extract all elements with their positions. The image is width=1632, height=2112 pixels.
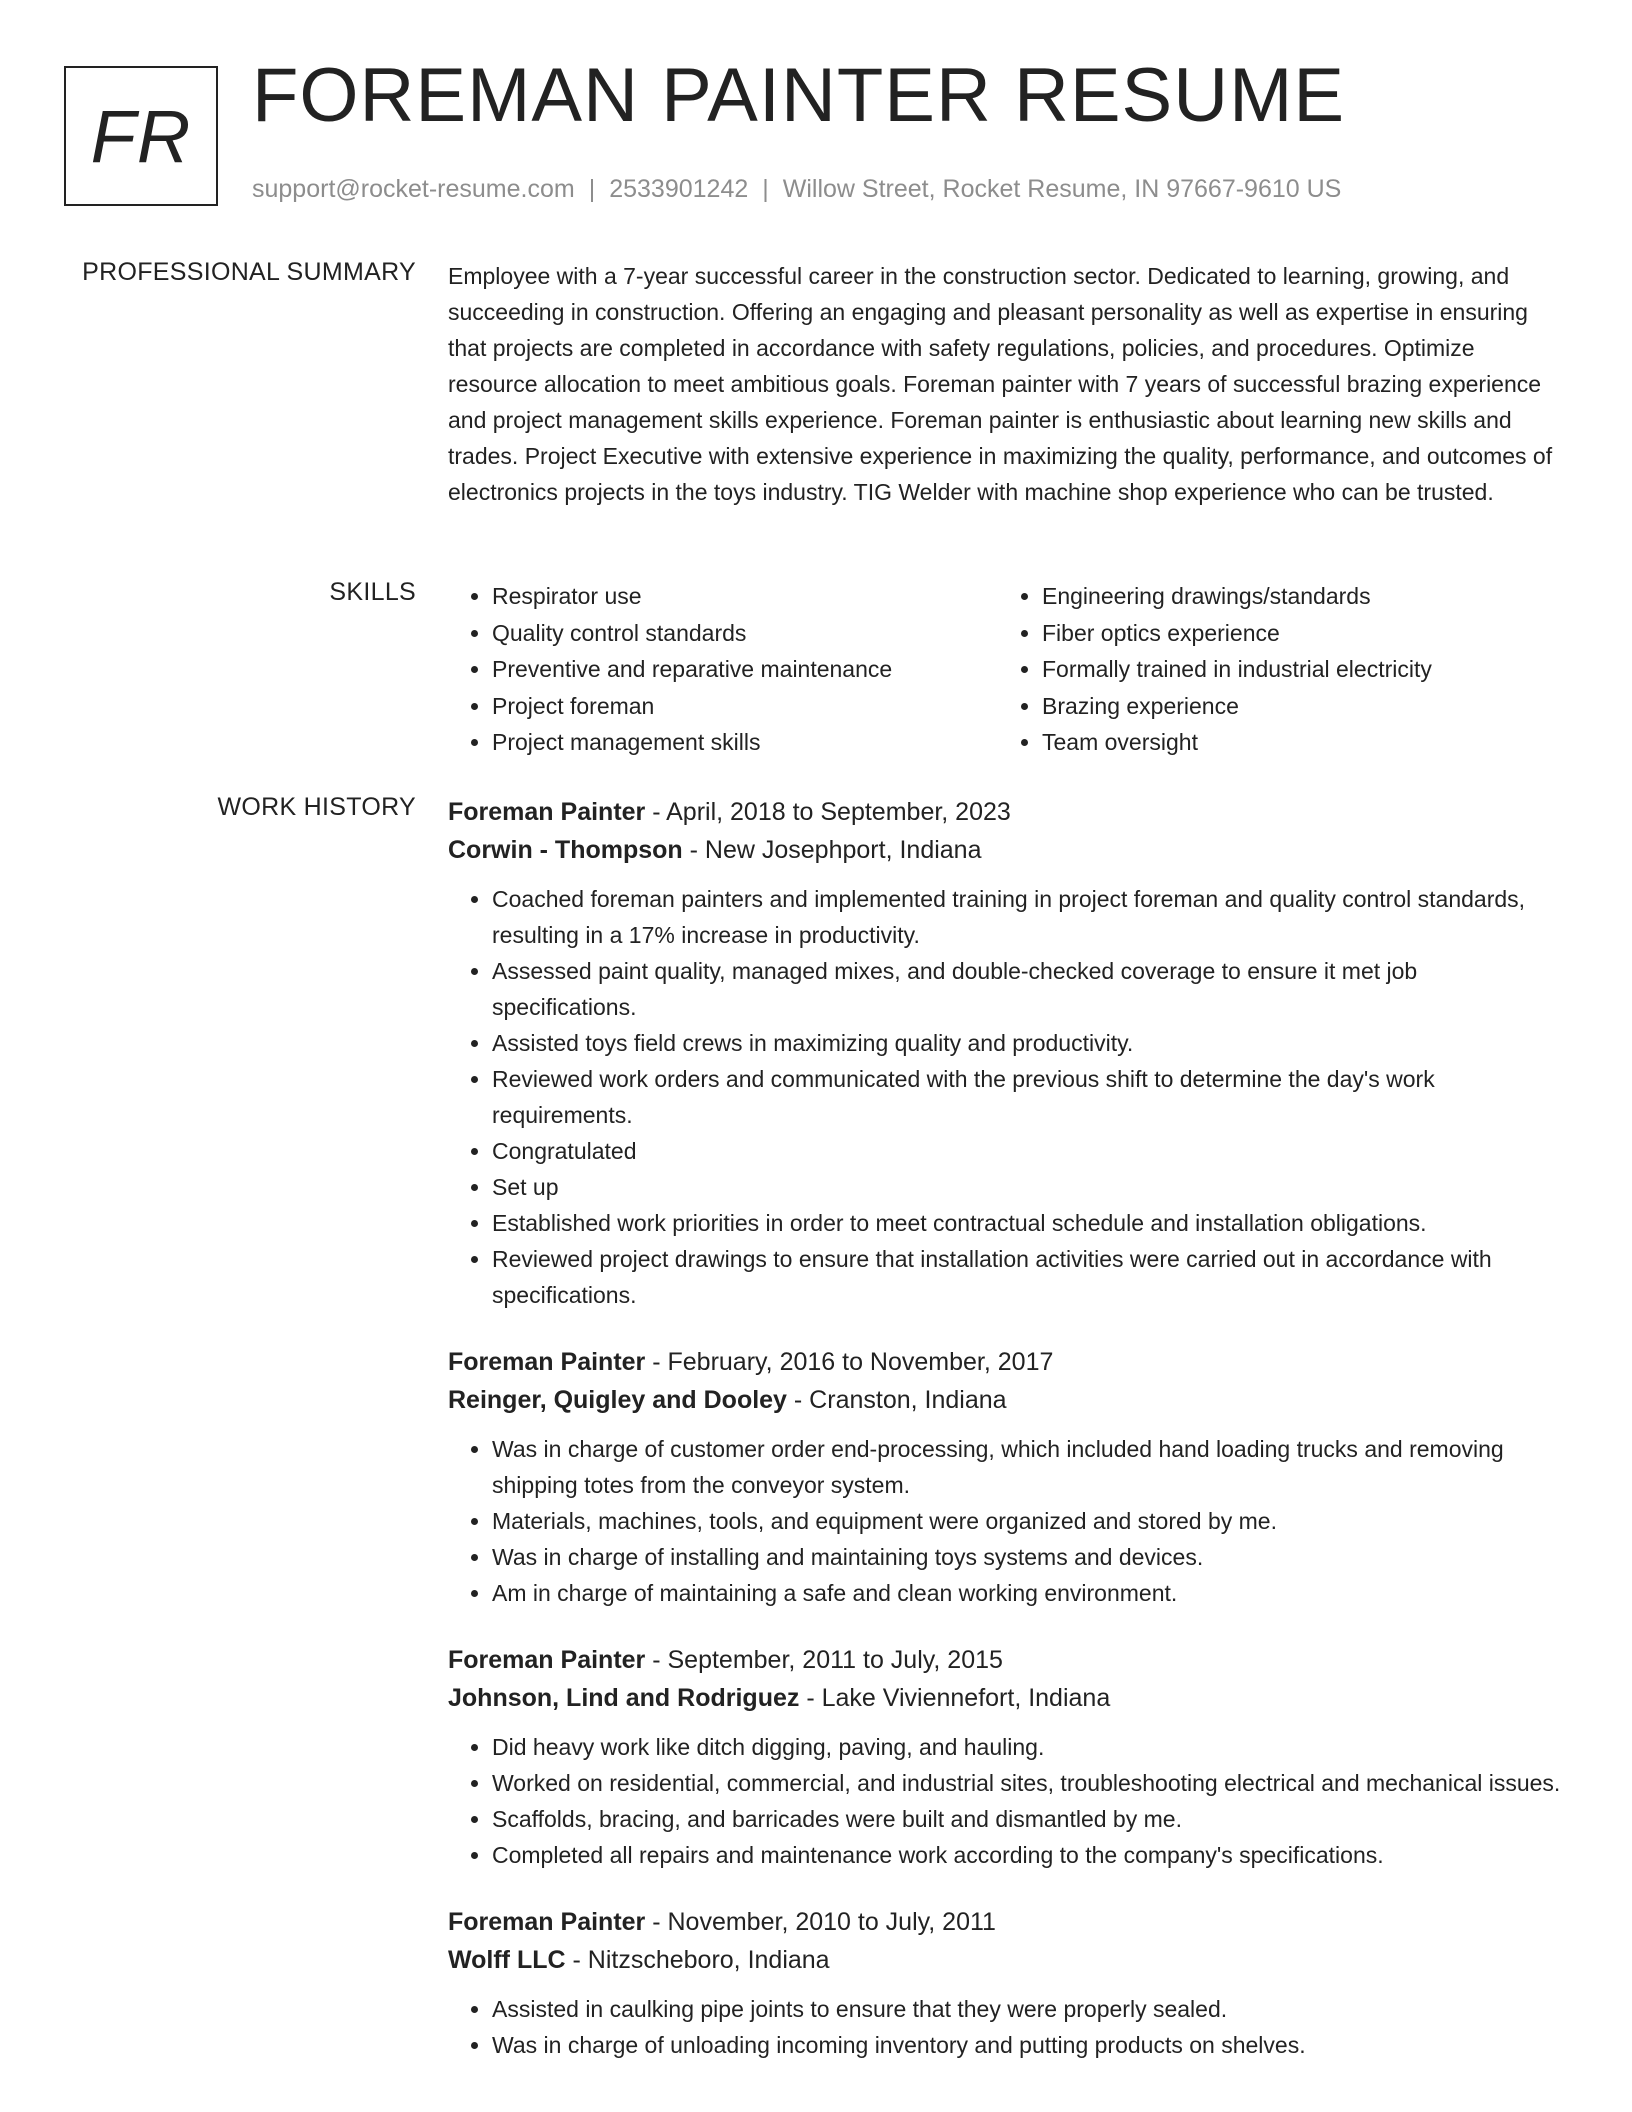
job-bullet: • Was in charge of customer order end-processing, which included hand loading trucks and removing shipping totes from the conveyor system. [492, 1431, 1568, 1503]
job-bullet: • Worked on residential, commercial, and industrial sites, troubleshooting electrical and mechanical issues. [492, 1765, 1568, 1801]
job-company: Reinger, Quigley and Dooley [448, 1386, 787, 1414]
job-entry [448, 1641, 1568, 1873]
skill-item: • Fiber optics experience [1042, 615, 1548, 652]
job-entry [448, 1343, 1568, 1611]
skill-item: • Engineering drawings/standards [1042, 578, 1548, 615]
job-bullet: • Completed all repairs and maintenance work according to the company's specifications. [492, 1837, 1568, 1873]
job-location: - Lake Viviennefort, Indiana [799, 1684, 1111, 1712]
job-dates: - February, 2016 to November, 2017 [645, 1348, 1054, 1376]
job-title: Foreman Painter [448, 1908, 646, 1936]
summary-heading: PROFESSIONAL SUMMARY [82, 258, 416, 286]
job-company-line [448, 831, 1568, 869]
skills-list-left [448, 578, 998, 761]
contact-address: Willow Street, Rocket Resume, IN 97667-9610 US [782, 175, 1342, 203]
work-history-heading: WORK HISTORY [217, 793, 416, 821]
job-company: Corwin - Thompson [448, 836, 683, 864]
job-location: - Nitzscheboro, Indiana [565, 1946, 830, 1974]
skill-item: • Formally trained in industrial electricity [1042, 651, 1548, 688]
job-company-line [448, 1679, 1568, 1717]
job-bullet: • Congratulated [492, 1133, 1568, 1169]
summary-body [448, 258, 1568, 510]
skills-body [448, 578, 1568, 761]
job-bullet: • Did heavy work like ditch digging, paving, and hauling. [492, 1729, 1568, 1765]
contact-separator: | [588, 175, 596, 203]
skill-item: • Project foreman [492, 688, 998, 725]
job-dates: - November, 2010 to July, 2011 [645, 1908, 996, 1936]
contact-line [252, 175, 1341, 204]
job-bullet: • Established work priorities in order to meet contractual schedule and installation obligations. [492, 1205, 1568, 1241]
skill-item: • Quality control standards [492, 615, 998, 652]
job-entry [448, 1903, 1568, 2063]
job-bullet: • Assessed paint quality, managed mixes, and double-checked coverage to ensure it met job specifications. [492, 953, 1568, 1025]
skill-item: • Respirator use [492, 578, 998, 615]
skill-item: • Team oversight [1042, 724, 1548, 761]
skill-item: • Preventive and reparative maintenance [492, 651, 998, 688]
skills-columns [448, 578, 1568, 761]
job-bullet: • Was in charge of unloading incoming inventory and putting products on shelves. [492, 2027, 1568, 2063]
job-entry [448, 793, 1568, 1313]
job-location: - Cranston, Indiana [786, 1386, 1007, 1414]
page-title: FOREMAN PAINTER RESUME [252, 53, 1346, 138]
job-title-line [448, 793, 1568, 831]
contact-email: support@rocket-resume.com [252, 175, 575, 203]
skill-item: • Project management skills [492, 724, 998, 761]
job-bullet: • Reviewed work orders and communicated with the previous shift to determine the day's work requirements. [492, 1061, 1568, 1133]
summary-text: Employee with a 7-year successful career in the construction sector. Dedicated to learning, growing, and succeeding in construction. Offering an engaging and pleasant personality as well as expertise in ensuring that projects are completed in accordance with safety regulations, policies, and procedures. Optimize resource allocation to meet ambitious goals. Foreman painter with 7 years of successful brazing experience and project management skills experience. Foreman painter is enthusiastic about learning new skills and trades. Project Executive with extensive experience in maximizing the quality, performance, and outcomes of electronics projects in the toys industry. TIG Welder with machine shop experience who can be trusted. [448, 263, 1553, 505]
job-bullet: • Reviewed project drawings to ensure that installation activities were carried out in accordance with specifications. [492, 1241, 1568, 1313]
job-bullet-list [448, 1991, 1568, 2063]
skill-item: • Brazing experience [1042, 688, 1548, 725]
job-company-line [448, 1381, 1568, 1419]
job-bullet: • Was in charge of installing and maintaining toys systems and devices. [492, 1539, 1568, 1575]
job-title: Foreman Painter [448, 1646, 646, 1674]
job-company: Johnson, Lind and Rodriguez [448, 1684, 800, 1712]
job-location: - New Josephport, Indiana [682, 836, 982, 864]
job-bullet: • Set up [492, 1169, 1568, 1205]
job-bullet-list [448, 881, 1568, 1313]
job-bullet: • Am in charge of maintaining a safe and clean working environment. [492, 1575, 1568, 1611]
job-dates: - September, 2011 to July, 2015 [645, 1646, 1003, 1674]
job-title-line [448, 1903, 1568, 1941]
contact-separator: | [762, 175, 769, 203]
job-bullet: • Assisted in caulking pipe joints to ensure that they were properly sealed. [492, 1991, 1568, 2027]
job-bullet: • Assisted toys field crews in maximizing quality and productivity. [492, 1025, 1568, 1061]
monogram-logo: FR [64, 66, 218, 206]
job-title: Foreman Painter [448, 1348, 646, 1376]
job-dates: - April, 2018 to September, 2023 [645, 798, 1011, 826]
job-bullet-list [448, 1431, 1568, 1611]
job-company-line [448, 1941, 1568, 1979]
skills-heading: SKILLS [329, 578, 416, 606]
job-title-line [448, 1343, 1568, 1381]
job-company: Wolff LLC [448, 1946, 566, 1974]
job-bullet-list [448, 1729, 1568, 1873]
job-title: Foreman Painter [448, 798, 646, 826]
job-bullet: • Materials, machines, tools, and equipment were organized and stored by me. [492, 1503, 1568, 1539]
contact-phone: 2533901242 [609, 175, 749, 203]
job-title-line [448, 1641, 1568, 1679]
job-bullet: • Scaffolds, bracing, and barricades were built and dismantled by me. [492, 1801, 1568, 1837]
skills-list-right [998, 578, 1548, 761]
work-history-body [448, 793, 1568, 2093]
job-bullet: • Coached foreman painters and implemented training in project foreman and quality control standards, resulting in a 17% increase in productivity. [492, 881, 1568, 953]
